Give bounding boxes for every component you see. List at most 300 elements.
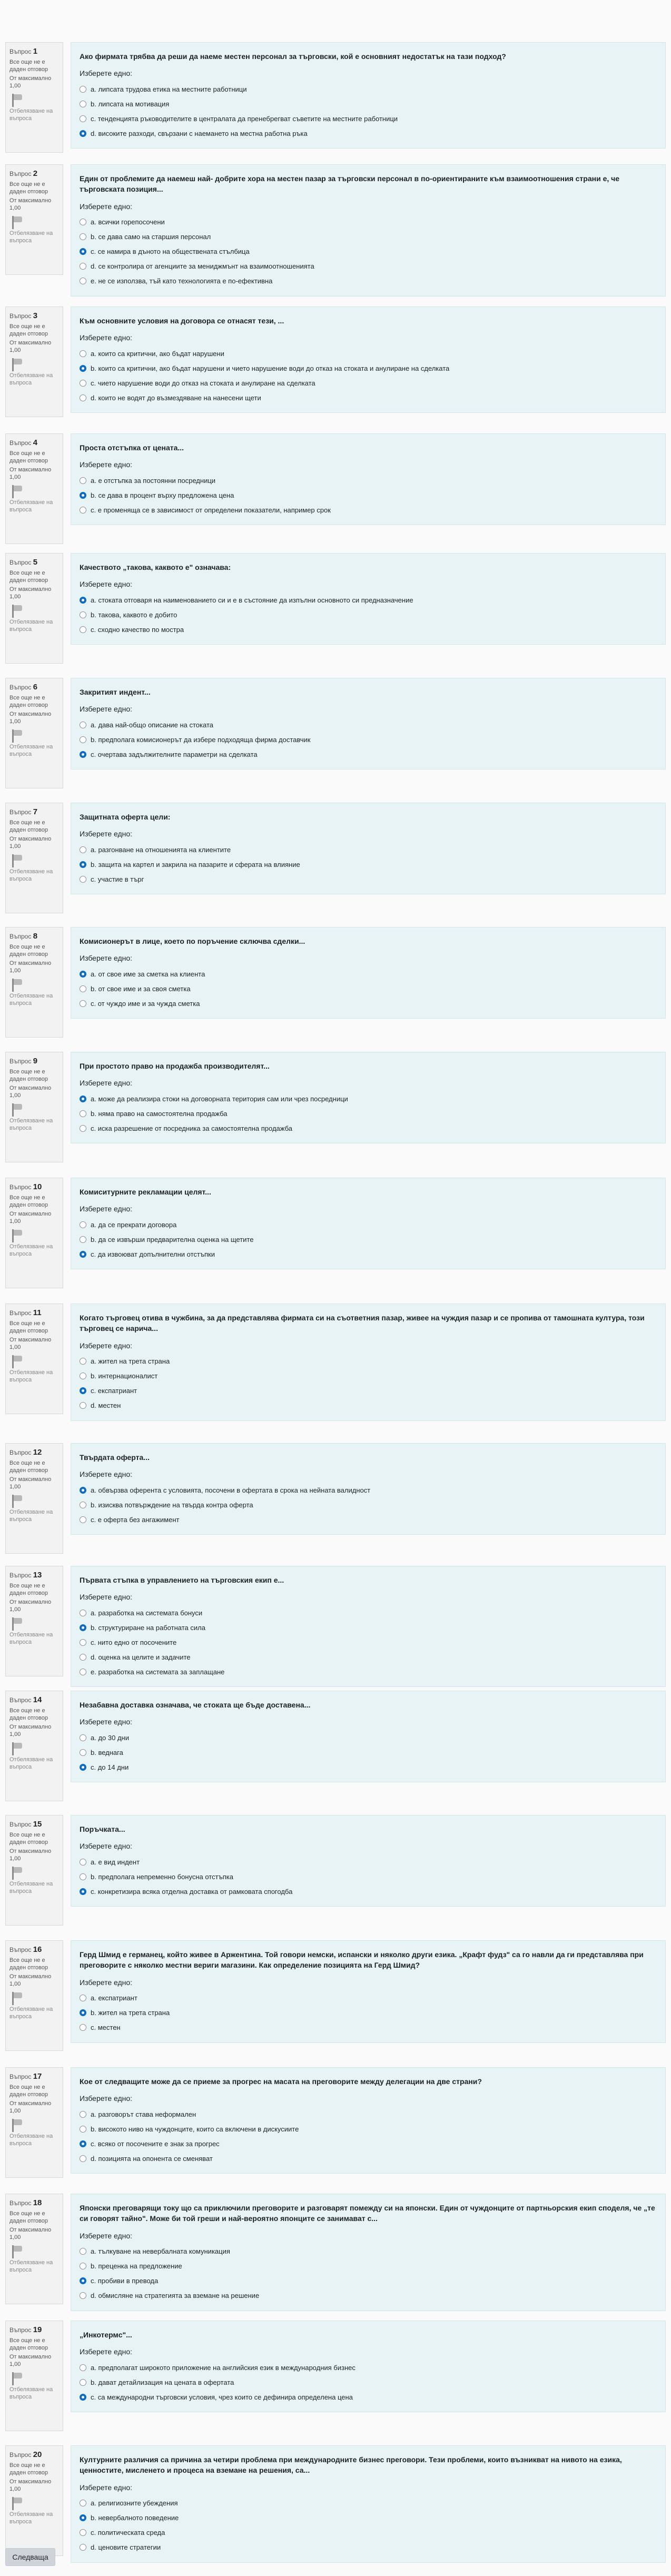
radio-button[interactable] — [80, 1236, 86, 1243]
radio-button[interactable] — [80, 1734, 86, 1741]
radio-button[interactable] — [80, 1095, 86, 1102]
answer-option[interactable] — [80, 2151, 657, 2166]
question-status: Все още не е даден отговор — [9, 58, 48, 73]
flag-icon[interactable] — [11, 1991, 24, 2005]
answer-option[interactable] — [80, 622, 657, 637]
question-status: Все още не е даден отговор — [9, 1459, 48, 1474]
radio-button[interactable] — [80, 626, 86, 633]
radio-button[interactable] — [80, 1110, 86, 1117]
question-grade: От максимално 1,00 — [9, 2100, 52, 2114]
radio-button[interactable] — [80, 2140, 86, 2147]
answer-option[interactable] — [80, 1384, 657, 1398]
flag-question-link[interactable]: Отбелязване на въпроса — [9, 2386, 53, 2400]
question-content — [71, 42, 666, 149]
flag-icon[interactable] — [11, 729, 24, 743]
question-content — [71, 2445, 666, 2563]
question-number — [9, 2325, 59, 2335]
answer-option[interactable] — [80, 502, 657, 517]
question-content — [71, 307, 666, 413]
answer-option-label: c. иска разрешение от посредника за самостоятелна продажба — [91, 1124, 293, 1132]
question-text: Комисионерът в лице, което по поръчение сключва сделки... — [80, 937, 305, 945]
answer-prompt: Изберете едно: — [80, 1341, 133, 1350]
answer-option-label: b. веднага — [91, 1748, 123, 1756]
answer-option-label: c. е променяща се в зависимост от определени показатели, например срок — [91, 506, 331, 514]
answer-option[interactable] — [80, 259, 657, 274]
flag-question-link[interactable]: Отбелязване на въпроса — [9, 2511, 53, 2525]
question-info — [5, 1940, 63, 2051]
answer-option[interactable] — [80, 717, 657, 732]
question-label: Въпрос — [9, 1946, 32, 1953]
question-number — [9, 1945, 59, 1955]
radio-button[interactable] — [80, 263, 86, 270]
flag-icon[interactable] — [11, 2118, 24, 2132]
radio-button[interactable] — [80, 492, 86, 499]
question-text: Твърдата оферта... — [80, 1453, 150, 1462]
answer-prompt: Изберете едно: — [80, 1593, 133, 1602]
answer-option[interactable] — [80, 473, 657, 488]
question-text: Културните различия са причина за четири проблема при международните бизнес преговори. Тези проблеми, които възникват на нивото на езика, ценностите, мисленето и процеса на вземане на решения, са... — [80, 2455, 622, 2475]
question-info — [5, 678, 63, 788]
flag-question-link[interactable]: Отбелязване на въпроса — [9, 2133, 53, 2147]
answer-option[interactable] — [80, 2006, 657, 2020]
answer-option[interactable] — [80, 1884, 657, 1899]
flag-question-link[interactable]: Отбелязване на въпроса — [9, 230, 53, 244]
flag-icon[interactable] — [11, 1494, 24, 1508]
flag-icon[interactable] — [11, 93, 24, 107]
answer-option-label: c. са международни търговски условия, чрез които се дефинира определена цена — [91, 2393, 353, 2401]
answer-options — [80, 1730, 657, 1774]
answer-option-label: a. религиозните убеждения — [91, 2499, 178, 2508]
question-content — [71, 1052, 666, 1143]
flag-question-link[interactable]: Отбелязване на въпроса — [9, 372, 53, 386]
question-info — [5, 1052, 63, 1162]
radio-button[interactable] — [80, 2364, 86, 2371]
answer-option[interactable] — [80, 390, 657, 405]
flag-icon[interactable] — [11, 485, 24, 498]
question-status: Все още не е даден отговор — [9, 2337, 48, 2351]
radio-button[interactable] — [80, 2263, 86, 2269]
question-info — [5, 307, 63, 417]
answer-option-label: d. високите разходи, свързани с наемането на местна работна ръка — [91, 129, 308, 137]
answer-option-label: a. всички горепосочени — [91, 218, 165, 226]
answer-option[interactable] — [80, 1730, 657, 1745]
question-text: Когато търговец отива в чужбина, за да представлява фирмата си на съответния пазар, живее на чуждия пазар и се пропива от тамошната култура, този търговец се нарича... — [80, 1314, 645, 1333]
answer-option[interactable] — [80, 1620, 657, 1635]
answer-option-label: a. тълкуване на невербалната комуникация — [91, 2247, 230, 2256]
answer-prompt: Изберете едно: — [80, 202, 133, 211]
answer-option[interactable] — [80, 1760, 657, 1774]
answer-option[interactable] — [80, 2288, 657, 2303]
answer-prompt: Изберете едно: — [80, 954, 133, 963]
question-number — [9, 1182, 59, 1192]
answer-option-label: c. участие в търг — [91, 875, 144, 883]
flag-question-link[interactable]: Отбелязване на въпроса — [9, 1243, 53, 1257]
flag-icon[interactable] — [11, 1866, 24, 1880]
question-text: Ако фирмата трябва да реши да наеме местен персонал за търговски, кой е основният недостатък на тази подход? — [80, 52, 506, 61]
radio-button[interactable] — [80, 278, 86, 284]
answer-option[interactable] — [80, 1650, 657, 1664]
radio-button[interactable] — [80, 985, 86, 992]
radio-button[interactable] — [80, 2379, 86, 2386]
answer-option[interactable] — [80, 607, 657, 622]
radio-button[interactable] — [80, 2500, 86, 2506]
answer-option[interactable] — [80, 2244, 657, 2259]
radio-button[interactable] — [80, 611, 86, 618]
question-number — [9, 438, 59, 448]
question-content — [71, 1940, 666, 2043]
answer-option-label: d. обмисляне на стратегията за вземане на решение — [91, 2292, 260, 2300]
radio-button[interactable] — [80, 2155, 86, 2162]
radio-button[interactable] — [80, 394, 86, 401]
flag-icon[interactable] — [11, 2372, 24, 2385]
radio-button[interactable] — [80, 597, 86, 604]
answer-option[interactable] — [80, 2259, 657, 2274]
radio-button[interactable] — [80, 1251, 86, 1258]
answer-prompt: Изберете едно: — [80, 2483, 133, 2492]
radio-button[interactable] — [80, 130, 86, 137]
radio-button[interactable] — [80, 1669, 86, 1675]
radio-button[interactable] — [80, 1654, 86, 1661]
radio-button[interactable] — [80, 2009, 86, 2016]
answer-option[interactable] — [80, 966, 657, 981]
answer-option[interactable] — [80, 1664, 657, 1679]
radio-button[interactable] — [80, 1873, 86, 1880]
flag-icon[interactable] — [11, 215, 24, 229]
radio-button[interactable] — [80, 736, 86, 743]
answer-option[interactable] — [80, 1106, 657, 1121]
radio-button[interactable] — [80, 507, 86, 514]
answer-option[interactable] — [80, 1745, 657, 1760]
answer-option[interactable] — [80, 1398, 657, 1413]
question-status: Все още не е даден отговор — [9, 450, 48, 464]
answer-option-label: a. които са критични, ако бъдат нарушени — [91, 349, 224, 358]
answer-option[interactable] — [80, 996, 657, 1011]
answer-options — [80, 2107, 657, 2166]
answer-option[interactable] — [80, 1512, 657, 1527]
answer-option[interactable] — [80, 2121, 657, 2136]
answer-option[interactable] — [80, 2274, 657, 2288]
answer-option[interactable] — [80, 593, 657, 607]
question-content — [71, 1304, 666, 1421]
radio-button[interactable] — [80, 1387, 86, 1394]
answer-option-label: b. невербалното поведение — [91, 2514, 179, 2522]
question-grade: От максимално 1,00 — [9, 960, 52, 974]
flag-question-link[interactable]: Отбелязване на въпроса — [9, 868, 53, 882]
answer-option[interactable] — [80, 376, 657, 390]
answer-option[interactable] — [80, 2496, 657, 2511]
answer-option-label: b. изисква потвърждение на твърда контра оферта — [91, 1501, 253, 1509]
question-content — [71, 2194, 666, 2311]
answer-option[interactable] — [80, 82, 657, 96]
question-info — [5, 2067, 63, 2178]
answer-option[interactable] — [80, 274, 657, 289]
radio-button[interactable] — [80, 101, 86, 107]
answer-option-label: c. от чуждо име и за чужда сметка — [91, 999, 200, 1008]
question-status: Все още не е даден отговор — [9, 819, 48, 833]
radio-button[interactable] — [80, 2126, 86, 2133]
radio-button[interactable] — [80, 2248, 86, 2255]
answer-option[interactable] — [80, 244, 657, 259]
answer-option[interactable] — [80, 1091, 657, 1106]
question-number — [9, 2198, 59, 2208]
answer-option[interactable] — [80, 732, 657, 747]
answer-option[interactable] — [80, 2390, 657, 2404]
radio-button[interactable] — [80, 2394, 86, 2401]
answer-option-label: b. жител на трета страна — [91, 2009, 170, 2017]
radio-button[interactable] — [80, 861, 86, 868]
question-info — [5, 1691, 63, 1801]
question-no: 2 — [33, 169, 38, 178]
radio-button[interactable] — [80, 722, 86, 728]
flag-icon[interactable] — [11, 1617, 24, 1631]
radio-button[interactable] — [80, 876, 86, 883]
question-number — [9, 47, 59, 57]
answer-option[interactable] — [80, 96, 657, 111]
answer-options — [80, 842, 657, 886]
question-info — [5, 1815, 63, 1926]
question-info — [5, 2445, 63, 2556]
answer-option-label: c. политическата среда — [91, 2529, 165, 2537]
flag-question-link[interactable]: Отбелязване на въпроса — [9, 499, 53, 513]
answer-option-label: b. от свое име и за своя сметка — [91, 984, 191, 993]
answer-option[interactable] — [80, 1991, 657, 2006]
question-grade: От максимално 1,00 — [9, 75, 52, 89]
flag-question-link[interactable]: Отбелязване на въпроса — [9, 743, 53, 757]
answer-options — [80, 82, 657, 141]
answer-prompt: Изберете едно: — [80, 1079, 133, 1088]
question-content — [71, 2067, 666, 2174]
radio-button[interactable] — [80, 477, 86, 484]
question-number — [9, 1820, 59, 1830]
question-content — [71, 678, 666, 769]
radio-button[interactable] — [80, 1859, 86, 1866]
answer-option-label: d. се контролира от агенциите за мениджмънт на взаимоотношенията — [91, 262, 314, 271]
question-grade: От максимално 1,00 — [9, 1724, 52, 1738]
radio-button[interactable] — [80, 115, 86, 122]
radio-button[interactable] — [80, 219, 86, 225]
question-text: Кое от следващите може да се приеме за прогрес на масата на преговорите между делегации на две страни? — [80, 2077, 482, 2086]
flag-question-link[interactable]: Отбелязване на въпроса — [9, 1369, 53, 1383]
answer-option[interactable] — [80, 2540, 657, 2555]
answer-option-label: a. до 30 дни — [91, 1733, 129, 1742]
flag-question-link[interactable]: Отбелязване на въпроса — [9, 1756, 53, 1770]
answer-option[interactable] — [80, 842, 657, 857]
question-no: 10 — [33, 1182, 42, 1191]
radio-button[interactable] — [80, 1639, 86, 1646]
answer-option-label: a. да се прекрати договора — [91, 1220, 177, 1229]
answer-option[interactable] — [80, 2136, 657, 2151]
flag-icon[interactable] — [11, 1229, 24, 1242]
flag-icon[interactable] — [11, 1355, 24, 1368]
answer-option[interactable] — [80, 111, 657, 126]
answer-option[interactable] — [80, 1369, 657, 1384]
question-content — [71, 1443, 666, 1535]
radio-button[interactable] — [80, 751, 86, 758]
flag-question-link[interactable]: Отбелязване на въпроса — [9, 618, 53, 633]
flag-icon[interactable] — [11, 978, 24, 992]
radio-button[interactable] — [80, 350, 86, 357]
radio-button[interactable] — [80, 248, 86, 255]
answer-option[interactable] — [80, 2511, 657, 2525]
radio-button[interactable] — [80, 380, 86, 387]
answer-option[interactable] — [80, 1354, 657, 1369]
question-text: Към основните условия на договора се отнасят тези, ... — [80, 317, 284, 325]
question-label: Въпрос — [9, 2451, 32, 2459]
question-grade: От максимално 1,00 — [9, 467, 52, 480]
question-info — [5, 1178, 63, 1288]
flag-question-link[interactable]: Отбелязване на въпроса — [9, 1880, 53, 1894]
radio-button[interactable] — [80, 2292, 86, 2299]
question-no: 11 — [33, 1308, 42, 1317]
radio-button[interactable] — [80, 1516, 86, 1523]
flag-question-link[interactable]: Отбелязване на въпроса — [9, 992, 53, 1006]
flag-question-link[interactable]: Отбелязване на въпроса — [9, 2006, 53, 2020]
answer-option[interactable] — [80, 872, 657, 886]
answer-option[interactable] — [80, 1232, 657, 1247]
question-grade: От максимално 1,00 — [9, 1211, 52, 1225]
answer-prompt: Изберете едно: — [80, 1842, 133, 1851]
answer-option[interactable] — [80, 346, 657, 361]
answer-option[interactable] — [80, 361, 657, 376]
answer-option-label: d. ценовите стратегии — [91, 2543, 161, 2552]
radio-button[interactable] — [80, 1749, 86, 1756]
radio-button[interactable] — [80, 233, 86, 240]
question-text: Герд Шмид е германец, който живее в Аржентина. Той говори немски, испански и няколко други езика. „Крафт фудз" са го навли да ги представлява при преговорите с няколко местни вериги магазини. Как определение позицията на Герд Шмид? — [80, 1950, 644, 1970]
answer-option[interactable] — [80, 747, 657, 762]
question-label: Въпрос — [9, 1821, 32, 1828]
answer-option[interactable] — [80, 1635, 657, 1650]
radio-button[interactable] — [80, 1610, 86, 1616]
flag-icon[interactable] — [11, 2496, 24, 2510]
radio-button[interactable] — [80, 1624, 86, 1631]
answer-prompt: Изберете едно: — [80, 2347, 133, 2356]
answer-options — [80, 1854, 657, 1899]
question-info — [5, 1443, 63, 1554]
question-status: Все още не е даден отговор — [9, 1320, 48, 1334]
question-text: Защитната оферта цели: — [80, 813, 171, 821]
answer-option-label: c. експатриант — [91, 1387, 137, 1395]
answer-option-label: b. такова, каквото е добито — [91, 610, 177, 619]
flag-question-link[interactable]: Отбелязване на въпроса — [9, 1117, 53, 1131]
radio-button[interactable] — [80, 971, 86, 978]
answer-option[interactable] — [80, 2020, 657, 2035]
question-no: 18 — [33, 2198, 42, 2207]
answer-option-label: c. чието нарушение води до отказ на стоката и анулиране на сделката — [91, 379, 315, 387]
question-label: Въпрос — [9, 559, 32, 566]
radio-button[interactable] — [80, 1888, 86, 1895]
radio-button[interactable] — [80, 2024, 86, 2031]
answer-option[interactable] — [80, 215, 657, 230]
answer-option-label: b. защита на картел и закрила на пазарите и сферата на влияние — [91, 860, 300, 868]
flag-question-link[interactable]: Отбелязване на въпроса — [9, 1631, 53, 1645]
question-grade: От максимално 1,00 — [9, 340, 52, 353]
answer-option[interactable] — [80, 1483, 657, 1497]
radio-button[interactable] — [80, 2111, 86, 2118]
answer-option-label: c. местен — [91, 2024, 121, 2032]
answer-option-label: b. които са критични, ако бъдат нарушени и чието нарушение води до отказ на стоката и анулиране на сделката — [91, 364, 450, 372]
flag-icon[interactable] — [11, 854, 24, 867]
radio-button[interactable] — [80, 1000, 86, 1007]
question-status: Все още не е даден отговор — [9, 181, 48, 195]
flag-icon[interactable] — [11, 1103, 24, 1117]
radio-button[interactable] — [80, 2544, 86, 2551]
answer-options — [80, 1217, 657, 1261]
flag-question-link[interactable]: Отбелязване на въпроса — [9, 107, 53, 122]
question-text: Един от проблемите да наемеш най- добрите хора на местен пазар за търговски персонал в по-ориентираните към взаимоотношения страни е, че търговската позиция... — [80, 174, 620, 194]
answer-option[interactable] — [80, 2375, 657, 2390]
flag-icon[interactable] — [11, 1742, 24, 1755]
answer-option[interactable] — [80, 2525, 657, 2540]
radio-button[interactable] — [80, 1358, 86, 1365]
answer-option[interactable] — [80, 857, 657, 872]
question-label: Въпрос — [9, 48, 32, 55]
radio-button[interactable] — [80, 1125, 86, 1132]
question-label: Въпрос — [9, 1449, 32, 1456]
answer-option[interactable] — [80, 981, 657, 996]
answer-option[interactable] — [80, 1121, 657, 1136]
flag-icon[interactable] — [11, 358, 24, 371]
flag-icon[interactable] — [11, 604, 24, 618]
radio-button[interactable] — [80, 2277, 86, 2284]
radio-button[interactable] — [80, 1221, 86, 1228]
answer-option[interactable] — [80, 1247, 657, 1261]
question-no: 7 — [33, 807, 38, 816]
next-page-button[interactable]: Следваща — [5, 2548, 55, 2566]
answer-option[interactable] — [80, 488, 657, 502]
flag-question-link[interactable]: Отбелязване на въпроса — [9, 1508, 53, 1523]
radio-button[interactable] — [80, 2514, 86, 2521]
question-label: Въпрос — [9, 684, 32, 691]
question-content — [71, 1566, 666, 1687]
answer-prompt: Изберете едно: — [80, 1978, 133, 1987]
answer-option-label: a. стоката отговаря на наименованието си и е в състояние да изпълни основното си предназначение — [91, 596, 413, 604]
radio-button[interactable] — [80, 1764, 86, 1771]
radio-button[interactable] — [80, 86, 86, 93]
radio-button[interactable] — [80, 2529, 86, 2536]
answer-option[interactable] — [80, 230, 657, 244]
radio-button[interactable] — [80, 1502, 86, 1508]
answer-option-label: c. до 14 дни — [91, 1763, 129, 1771]
answer-option[interactable] — [80, 1869, 657, 1884]
question-text: Качеството „такова, каквото е" означава: — [80, 563, 231, 571]
radio-button[interactable] — [80, 1373, 86, 1379]
question-label: Въпрос — [9, 1696, 32, 1704]
question-number — [9, 807, 59, 817]
answer-option-label: a. липсата трудова етика на местните работници — [91, 85, 247, 93]
answer-option[interactable] — [80, 2107, 657, 2121]
answer-option-label: b. липсата на мотивация — [91, 100, 170, 108]
radio-button[interactable] — [80, 1402, 86, 1409]
flag-question-link[interactable]: Отбелязване на въпроса — [9, 2259, 53, 2273]
radio-button[interactable] — [80, 365, 86, 372]
question-grade: От максимално 1,00 — [9, 198, 52, 211]
radio-button[interactable] — [80, 1487, 86, 1494]
radio-button[interactable] — [80, 1995, 86, 2001]
radio-button[interactable] — [80, 846, 86, 853]
flag-icon[interactable] — [11, 2245, 24, 2258]
answer-option[interactable] — [80, 1605, 657, 1620]
question-label: Въпрос — [9, 170, 32, 177]
answer-option[interactable] — [80, 1497, 657, 1512]
answer-option[interactable] — [80, 2360, 657, 2375]
question-status: Все още не е даден отговор — [9, 1831, 48, 1845]
question-info — [5, 42, 63, 153]
question-grade: От максимално 1,00 — [9, 1599, 52, 1613]
question-grade: От максимално 1,00 — [9, 586, 52, 600]
answer-option[interactable] — [80, 1854, 657, 1869]
answer-option[interactable] — [80, 126, 657, 141]
answer-option[interactable] — [80, 1217, 657, 1232]
